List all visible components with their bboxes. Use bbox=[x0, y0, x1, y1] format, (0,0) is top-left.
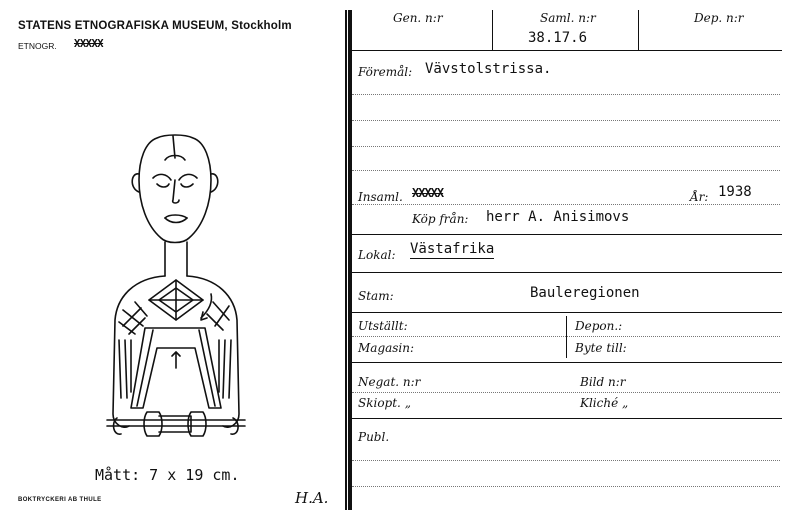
kliche-label: Kliché „ bbox=[580, 396, 629, 410]
dotted-line bbox=[352, 460, 780, 461]
negat-label: Negat. n:r bbox=[358, 375, 421, 389]
saml-nr-label: Saml. n:r bbox=[540, 11, 596, 25]
dotted-line bbox=[352, 486, 780, 487]
museum-name: STATENS ETNOGRAFISKA MUSEUM, Stockholm bbox=[18, 20, 292, 32]
column-divider-1 bbox=[492, 10, 493, 50]
header-bottom-rule bbox=[350, 50, 782, 51]
foremal-value: Vävstolstrissa. bbox=[425, 61, 552, 77]
dotted-line bbox=[352, 146, 780, 147]
dotted-line bbox=[352, 94, 780, 95]
printer-imprint: BOKTRYCKERI AB THULE bbox=[18, 497, 102, 503]
dotted-line bbox=[352, 204, 780, 205]
bild-label: Bild n:r bbox=[580, 375, 626, 389]
magasin-label: Magasin: bbox=[358, 341, 415, 355]
stam-value: Bauleregionen bbox=[530, 285, 640, 301]
column-divider-2 bbox=[638, 10, 639, 50]
form-left-border bbox=[348, 10, 352, 510]
skiopt-label: Skiopt. „ bbox=[358, 396, 411, 410]
insaml-value: XXXXX bbox=[412, 186, 444, 200]
etnogr-value: XXXXX bbox=[74, 38, 104, 50]
heddle-pulley-drawing bbox=[95, 130, 260, 450]
depon-label: Depon.: bbox=[575, 319, 623, 333]
lokal-bottom-rule bbox=[350, 272, 782, 273]
ar-label: År: bbox=[690, 190, 709, 204]
lokal-label: Lokal: bbox=[358, 248, 396, 262]
utstallt-divider bbox=[566, 316, 567, 358]
dep-nr-label: Dep. n:r bbox=[694, 11, 744, 25]
utstallt-label: Utställt: bbox=[358, 319, 408, 333]
magasin-bottom-rule bbox=[350, 362, 782, 363]
measurement-text: Mått: 7 x 19 cm. bbox=[95, 466, 240, 484]
dotted-line bbox=[352, 392, 780, 393]
cataloger-initials: H.A. bbox=[295, 489, 329, 507]
byte-till-label: Byte till: bbox=[575, 341, 627, 355]
lokal-value: Västafrika bbox=[410, 241, 495, 257]
card-left-panel bbox=[0, 0, 345, 520]
dotted-line bbox=[352, 170, 780, 171]
dotted-line bbox=[352, 120, 780, 121]
card-divider bbox=[345, 10, 347, 510]
kop-fran-label: Köp från: bbox=[412, 212, 469, 226]
gen-nr-label: Gen. n:r bbox=[393, 11, 443, 25]
stam-label: Stam: bbox=[358, 289, 394, 303]
insaml-bottom-rule bbox=[350, 234, 782, 235]
insaml-label: Insaml. bbox=[358, 190, 403, 204]
etnogr-label: ETNOGR. bbox=[18, 41, 57, 51]
publ-label: Publ. bbox=[358, 430, 390, 444]
skiopt-bottom-rule bbox=[350, 418, 782, 419]
saml-nr-value: 38.17.6 bbox=[528, 30, 588, 46]
stam-bottom-rule bbox=[350, 312, 782, 313]
foremal-label: Föremål: bbox=[358, 65, 413, 79]
kop-fran-value: herr A. Anisimovs bbox=[486, 209, 630, 225]
dotted-line bbox=[352, 336, 780, 337]
ar-value: 1938 bbox=[718, 184, 752, 200]
